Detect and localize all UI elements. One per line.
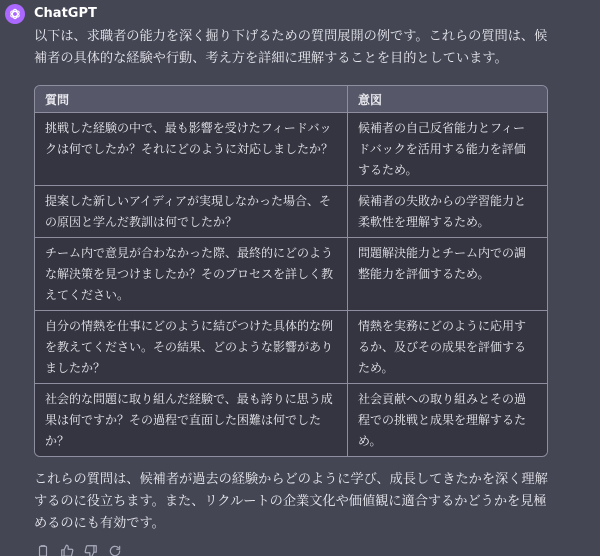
message-actions — [34, 543, 554, 556]
message-body — [34, 26, 554, 556]
intro-paragraph: 以下は、求職者の能力を深く掘り下げるための質問展開の例です。これらの質問は、候補者の具体的な経験や行動、考え方を詳細に理解することを目的としています。 — [34, 29, 548, 66]
thumbs-down-button[interactable] — [83, 543, 99, 556]
regenerate-button[interactable] — [107, 543, 123, 556]
thumbs-up-button[interactable] — [59, 543, 75, 556]
intent-cell: 問題解決能力とチーム内での調整能力を評価するため。 — [348, 238, 547, 311]
table-row — [35, 238, 547, 311]
table-row — [35, 113, 547, 186]
outro-paragraph: これらの質問は、候補者が過去の経験からどのように学び、成長してきたかを深く理解するのに役立ちます。また、リクルートの企業文化や価値観に適合するかどうかを見極めるのにも有効です。 — [34, 472, 548, 531]
question-cell: 自分の情熱を仕事にどのように結びつけた具体的な例を教えてください。その結果、どのような影響がありましたか？ — [35, 311, 348, 384]
intent-cell: 候補者の失敗からの学習能力と柔軟性を理解するため。 — [348, 186, 547, 238]
thumbs-up-icon — [60, 544, 74, 556]
copy-icon — [36, 544, 50, 556]
table-row — [35, 311, 547, 384]
openai-logo-icon — [8, 7, 22, 21]
column-header-intent: 意図 — [348, 86, 547, 113]
table-row — [35, 186, 547, 238]
regenerate-icon — [108, 544, 122, 556]
question-cell: チーム内で意見が合わなかった際、最終的にどのような解決策を見つけましたか？そのプロセスを詳しく教えてください。 — [35, 238, 348, 311]
question-cell: 挑戦した経験の中で、最も影響を受けたフィードバックは何でしたか？それにどのように対応しましたか？ — [35, 113, 348, 186]
intent-cell: 情熱を実務にどのように応用するか、及びその成果を評価するため。 — [348, 311, 547, 384]
author-name: ChatGPT — [34, 6, 97, 21]
table-row — [35, 384, 547, 456]
copy-button[interactable] — [35, 543, 51, 556]
question-cell: 社会的な問題に取り組んだ経験で、最も誇りに思う成果は何ですか？その過程で直面した困難は何でしたか？ — [35, 384, 348, 456]
chatgpt-avatar — [5, 4, 25, 24]
thumbs-down-icon — [84, 544, 98, 556]
questions-table — [34, 85, 548, 457]
column-header-question: 質問 — [35, 86, 348, 113]
table-header-row — [35, 86, 547, 113]
intent-cell: 社会貢献への取り組みとその過程での挑戦と成果を理解するため。 — [348, 384, 547, 456]
question-cell: 提案した新しいアイディアが実現しなかった場合、その原因と学んだ教訓は何でしたか？ — [35, 186, 348, 238]
intent-cell: 候補者の自己反省能力とフィードバックを活用する能力を評価するため。 — [348, 113, 547, 186]
